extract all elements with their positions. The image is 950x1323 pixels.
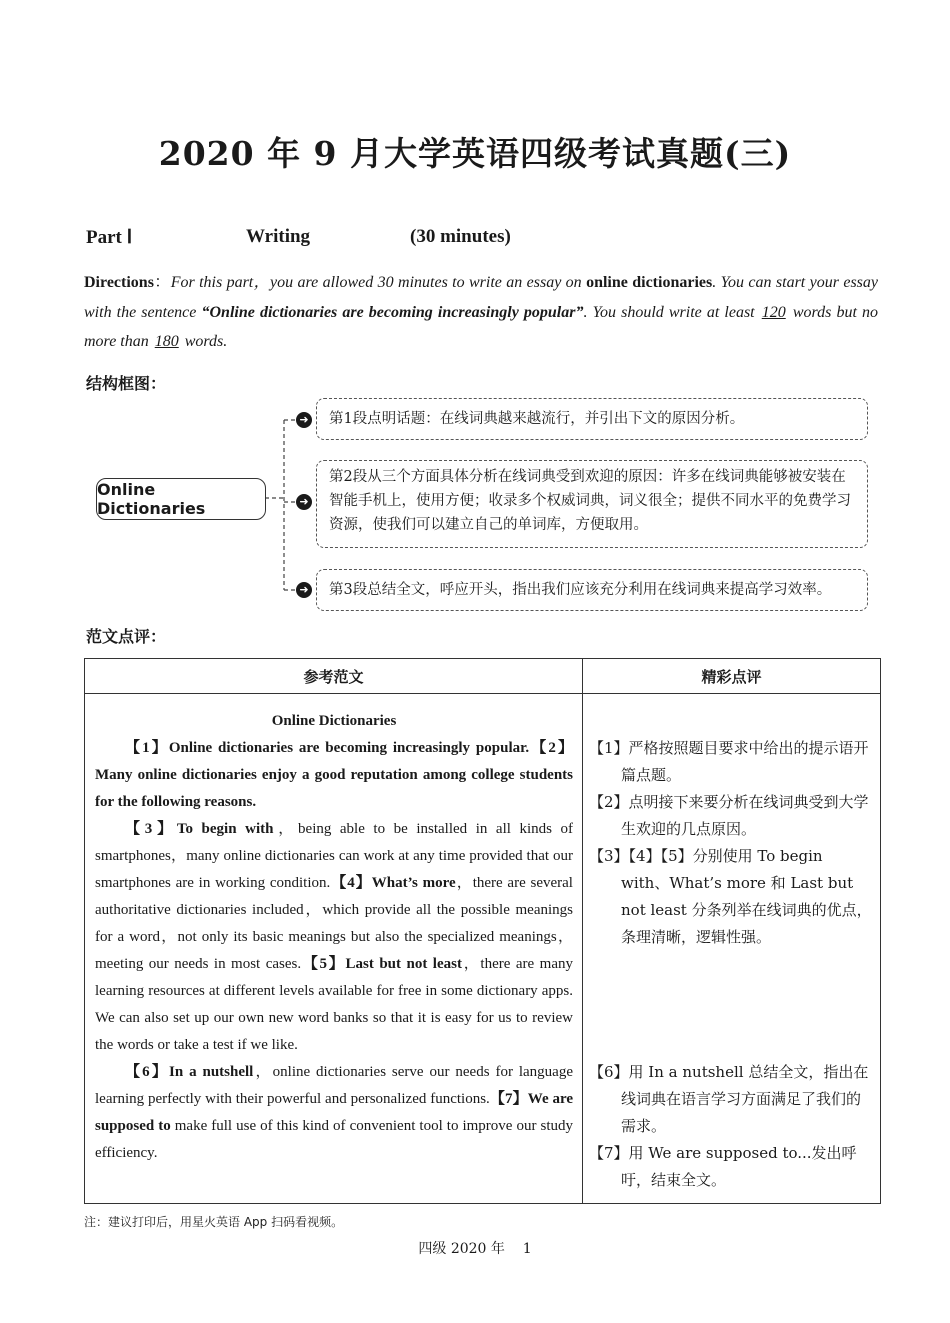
arrow-right-icon: ➜ — [296, 412, 312, 428]
review-label: 范文点评： — [86, 627, 167, 646]
max-words: 180 — [154, 333, 179, 350]
page-footer: 四级 2020 年 1 — [418, 1241, 532, 1257]
page-title: 2020 年 9 月大学英语四级考试真题(三) — [158, 134, 792, 173]
comments-cell — [583, 694, 881, 1204]
essay-paragraph: 【6】In a nutshell，online dictionaries serve our needs for language learning perfectly with their powerful and personalized functions.【7】We are supposed to make full use of this kind of convenient tool to improve our study efficiency. — [95, 1064, 574, 1161]
comment-item: 【7】用 We are supposed to...发出呼吁，结束全文。 — [589, 1144, 857, 1189]
column-header-essay: 参考范文 — [85, 659, 583, 694]
essay-cell — [85, 694, 583, 1204]
diagram-para2-box: 第2段从三个方面具体分析在线词典受到欢迎的原因：许多在线词典能够被安装在智能手机上，使用方便；收录多个权威词典，词义很全；提供不同水平的免费学习资源，使我们可以建立自己的单词库，方便取用。 — [316, 460, 868, 548]
arrow-right-icon: ➜ — [296, 582, 312, 598]
sample-essay — [85, 694, 582, 1167]
print-note: 注：建议打印后，用星火英语 App 扫码看视频。 — [84, 1215, 344, 1229]
diagram-center-node: Online Dictionaries — [96, 478, 266, 520]
essay-paragraph: 【3】To begin with，being able to be installed in all kinds of smartphones，many online dictionaries can work at any time provided that our smartphones are in working condition.【4】What’s more，there are several authoritative dictionaries included，which provide all the possible meanings for a word，not only its basic meanings but also the specialized meanings，meeting our needs in most cases.【5】Last but not least，there are many learning resources at different levels available for free in some dictionary apps. We can also set up our own new word banks so that it is easy for us to review the words or take a test if we like. — [95, 821, 573, 1053]
directions: Directions：For this part，you are allowed 30 minutes to write an essay on online dictionaries. You can start your essay with the sentence “Online dictionaries are becoming increasingly popular”. You should write at least 120 words but no more than 180 words. — [84, 274, 879, 350]
opening-sentence: “Online dictionaries are becoming increasingly popular” — [201, 303, 584, 321]
min-words: 120 — [761, 303, 786, 321]
essay-title: Online Dictionaries — [271, 713, 397, 729]
structure-label: 结构框图： — [86, 374, 167, 393]
part-time: (30 minutes) — [410, 226, 511, 247]
comments-list — [583, 694, 880, 1194]
arrow-right-icon: ➜ — [296, 494, 312, 510]
comment-item: 【2】点明接下来要分析在线词典受到大学生欢迎的几点原因。 — [589, 793, 869, 838]
comment-item: 【1】严格按照题目要求中给出的提示语开篇点题。 — [589, 739, 869, 784]
diagram-para3-box: 第3段总结全文，呼应开头，指出我们应该充分利用在线词典来提高学习效率。 — [316, 569, 868, 611]
review-table — [84, 658, 881, 1204]
diagram-para1-box: 第1段点明话题：在线词典越来越流行，并引出下文的原因分析。 — [316, 398, 868, 440]
structure-diagram — [84, 394, 884, 619]
column-header-comments: 精彩点评 — [583, 659, 881, 694]
essay-paragraph: 【1】Online dictionaries are becoming increasingly popular.【2】Many online dictionaries enjoy a good reputation among college students for the following reasons. — [95, 740, 573, 810]
essay-topic: online dictionaries — [586, 274, 713, 291]
part-number: Part Ⅰ — [86, 227, 133, 248]
comment-item: 【6】用 In a nutshell 总结全文，指出在线词典在语言学习方面满足了我们的需求。 — [589, 1063, 869, 1135]
part-name: Writing — [246, 226, 311, 247]
directions-label: Directions — [84, 274, 154, 291]
comment-item: 【3】【4】【5】分别使用 To begin with、What’s more 和 Last but not least 分条列举在线词典的优点，条理清晰，逻辑性强。 — [589, 847, 872, 946]
